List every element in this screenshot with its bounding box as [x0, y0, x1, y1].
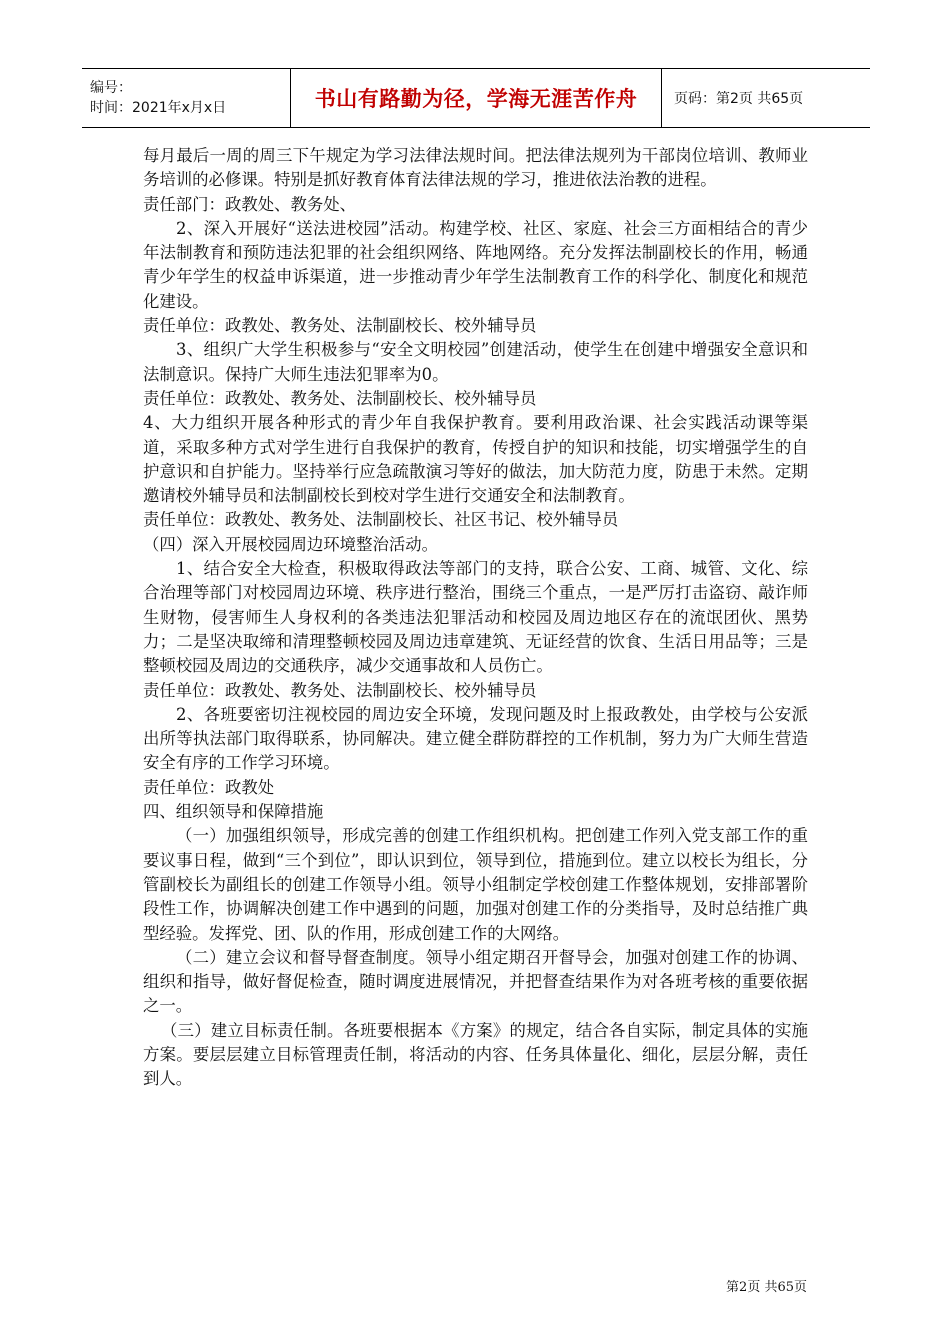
paragraph: （二）建立会议和督导督查制度。领导小组定期召开督导会，加强对创建工作的协调、组织和指导，做好督促检查，随时调度进展情况，并把督查结果作为对各班考核的重要依据之一。 [143, 947, 808, 1016]
paragraph: 4、大力组织开展各种形式的青少年自我保护教育。要利用政治课、社会实践活动课等渠道，采取多种方式对学生进行自我保护的教育，传授自护的知识和技能，切实增强学生的自护意识和自护能力。坚持举行应急疏散演习等好的做法，加大防范力度，防患于未然。定期邀请校外辅导员和法制副校长到校对学生进行交通安全和法制教育。 [143, 413, 808, 506]
responsibility-line: 责任部门：政教处、教务处、 [143, 194, 357, 214]
header-meta [82, 69, 291, 128]
document-number-label: 编号： [90, 80, 132, 96]
responsibility-line: 责任单位：政教处、教务处、法制副校长、社区书记、校外辅导员 [143, 510, 619, 530]
document-header [82, 68, 870, 128]
header-motto: 书山有路勤为径，学海无涯苦作舟 [314, 87, 638, 111]
responsibility-line: 责任单位：政教处、教务处、法制副校长、校外辅导员 [143, 316, 537, 336]
page-footer: 第2页 共65页 [726, 1280, 807, 1295]
paragraph: （三）建立目标责任制。各班要根据本《方案》的规定，结合各自实际，制定具体的实施方案。要层层建立目标管理责任制，将活动的内容、任务具体量化、细化，层层分解，责任到人。 [143, 1020, 808, 1089]
paragraph: 2、各班要密切注视校园的周边安全环境，发现问题及时上报政教处，由学校与公安派出所等执法部门取得联系，协同解决。建立健全群防群控的工作机制，努力为广大师生营造安全有序的工作学习环境。 [143, 704, 808, 773]
responsibility-line: 责任单位：政教处、教务处、法制副校长、校外辅导员 [143, 680, 537, 700]
paragraph: 1、结合安全大检查，积极取得政法等部门的支持，联合公安、工商、城管、文化、综合治理等部门对校园周边环境、秩序进行整治，围绕三个重点，一是严厉打击盗窃、敲诈师生财物，侵害师生人身权利的各类违法犯罪活动和校园及周边地区存在的流氓团伙、黑势力；二是坚决取缔和清理整顿校园及周边违章建筑、无证经营的饮食、生活日用品等；三是整顿校园及周边的交通秩序，减少交通事故和人员伤亡。 [143, 559, 808, 676]
header-motto-cell [291, 69, 662, 128]
document-date-label: 时间：2021年x月x日 [90, 100, 227, 116]
paragraph: 2、深入开展好“送法进校园”活动。构建学校、社区、家庭、社会三方面相结合的青少年法制教育和预防违法犯罪的社会组织网络、阵地网络。充分发挥法制副校长的作用，畅通青少年学生的权益申诉渠道，进一步推动青少年学生法制教育工作的科学化、制度化和规范化建设。 [143, 218, 808, 311]
section-heading: 四、组织领导和保障措施 [143, 802, 324, 822]
responsibility-line: 责任单位：政教处、教务处、法制副校长、校外辅导员 [143, 388, 537, 408]
paragraph: （一）加强组织领导，形成完善的创建工作组织机构。把创建工作列入党支部工作的重要议事日程，做到“三个到位”，即认识到位，领导到位，措施到位。建立以校长为组长，分管副校长为副组长的创建工作领导小组。领导小组制定学校创建工作整体规划，安排部署阶段性工作，协调解决创建工作中遇到的问题，加强对创建工作的分类指导，及时总结推广典型经验。发挥党、团、队的作用，形成创建工作的大网络。 [143, 826, 808, 943]
section-heading: （四）深入开展校园周边环境整治活动。 [143, 534, 439, 554]
paragraph: 每月最后一周的周三下午规定为学习法律法规时间。把法律法规列为干部岗位培训、教师业务培训的必修课。特别是抓好教育体育法律法规的学习，推进依法治教的进程。 [143, 146, 808, 190]
paragraph: 3、组织广大学生积极参与“安全文明校园”创建活动，使学生在创建中增强安全意识和法制意识。保持广大师生违法犯罪率为0。 [143, 340, 808, 384]
document-body [143, 144, 808, 1092]
header-page-info: 页码：第2页 共65页 [662, 69, 871, 128]
responsibility-line: 责任单位：政教处 [143, 777, 275, 797]
